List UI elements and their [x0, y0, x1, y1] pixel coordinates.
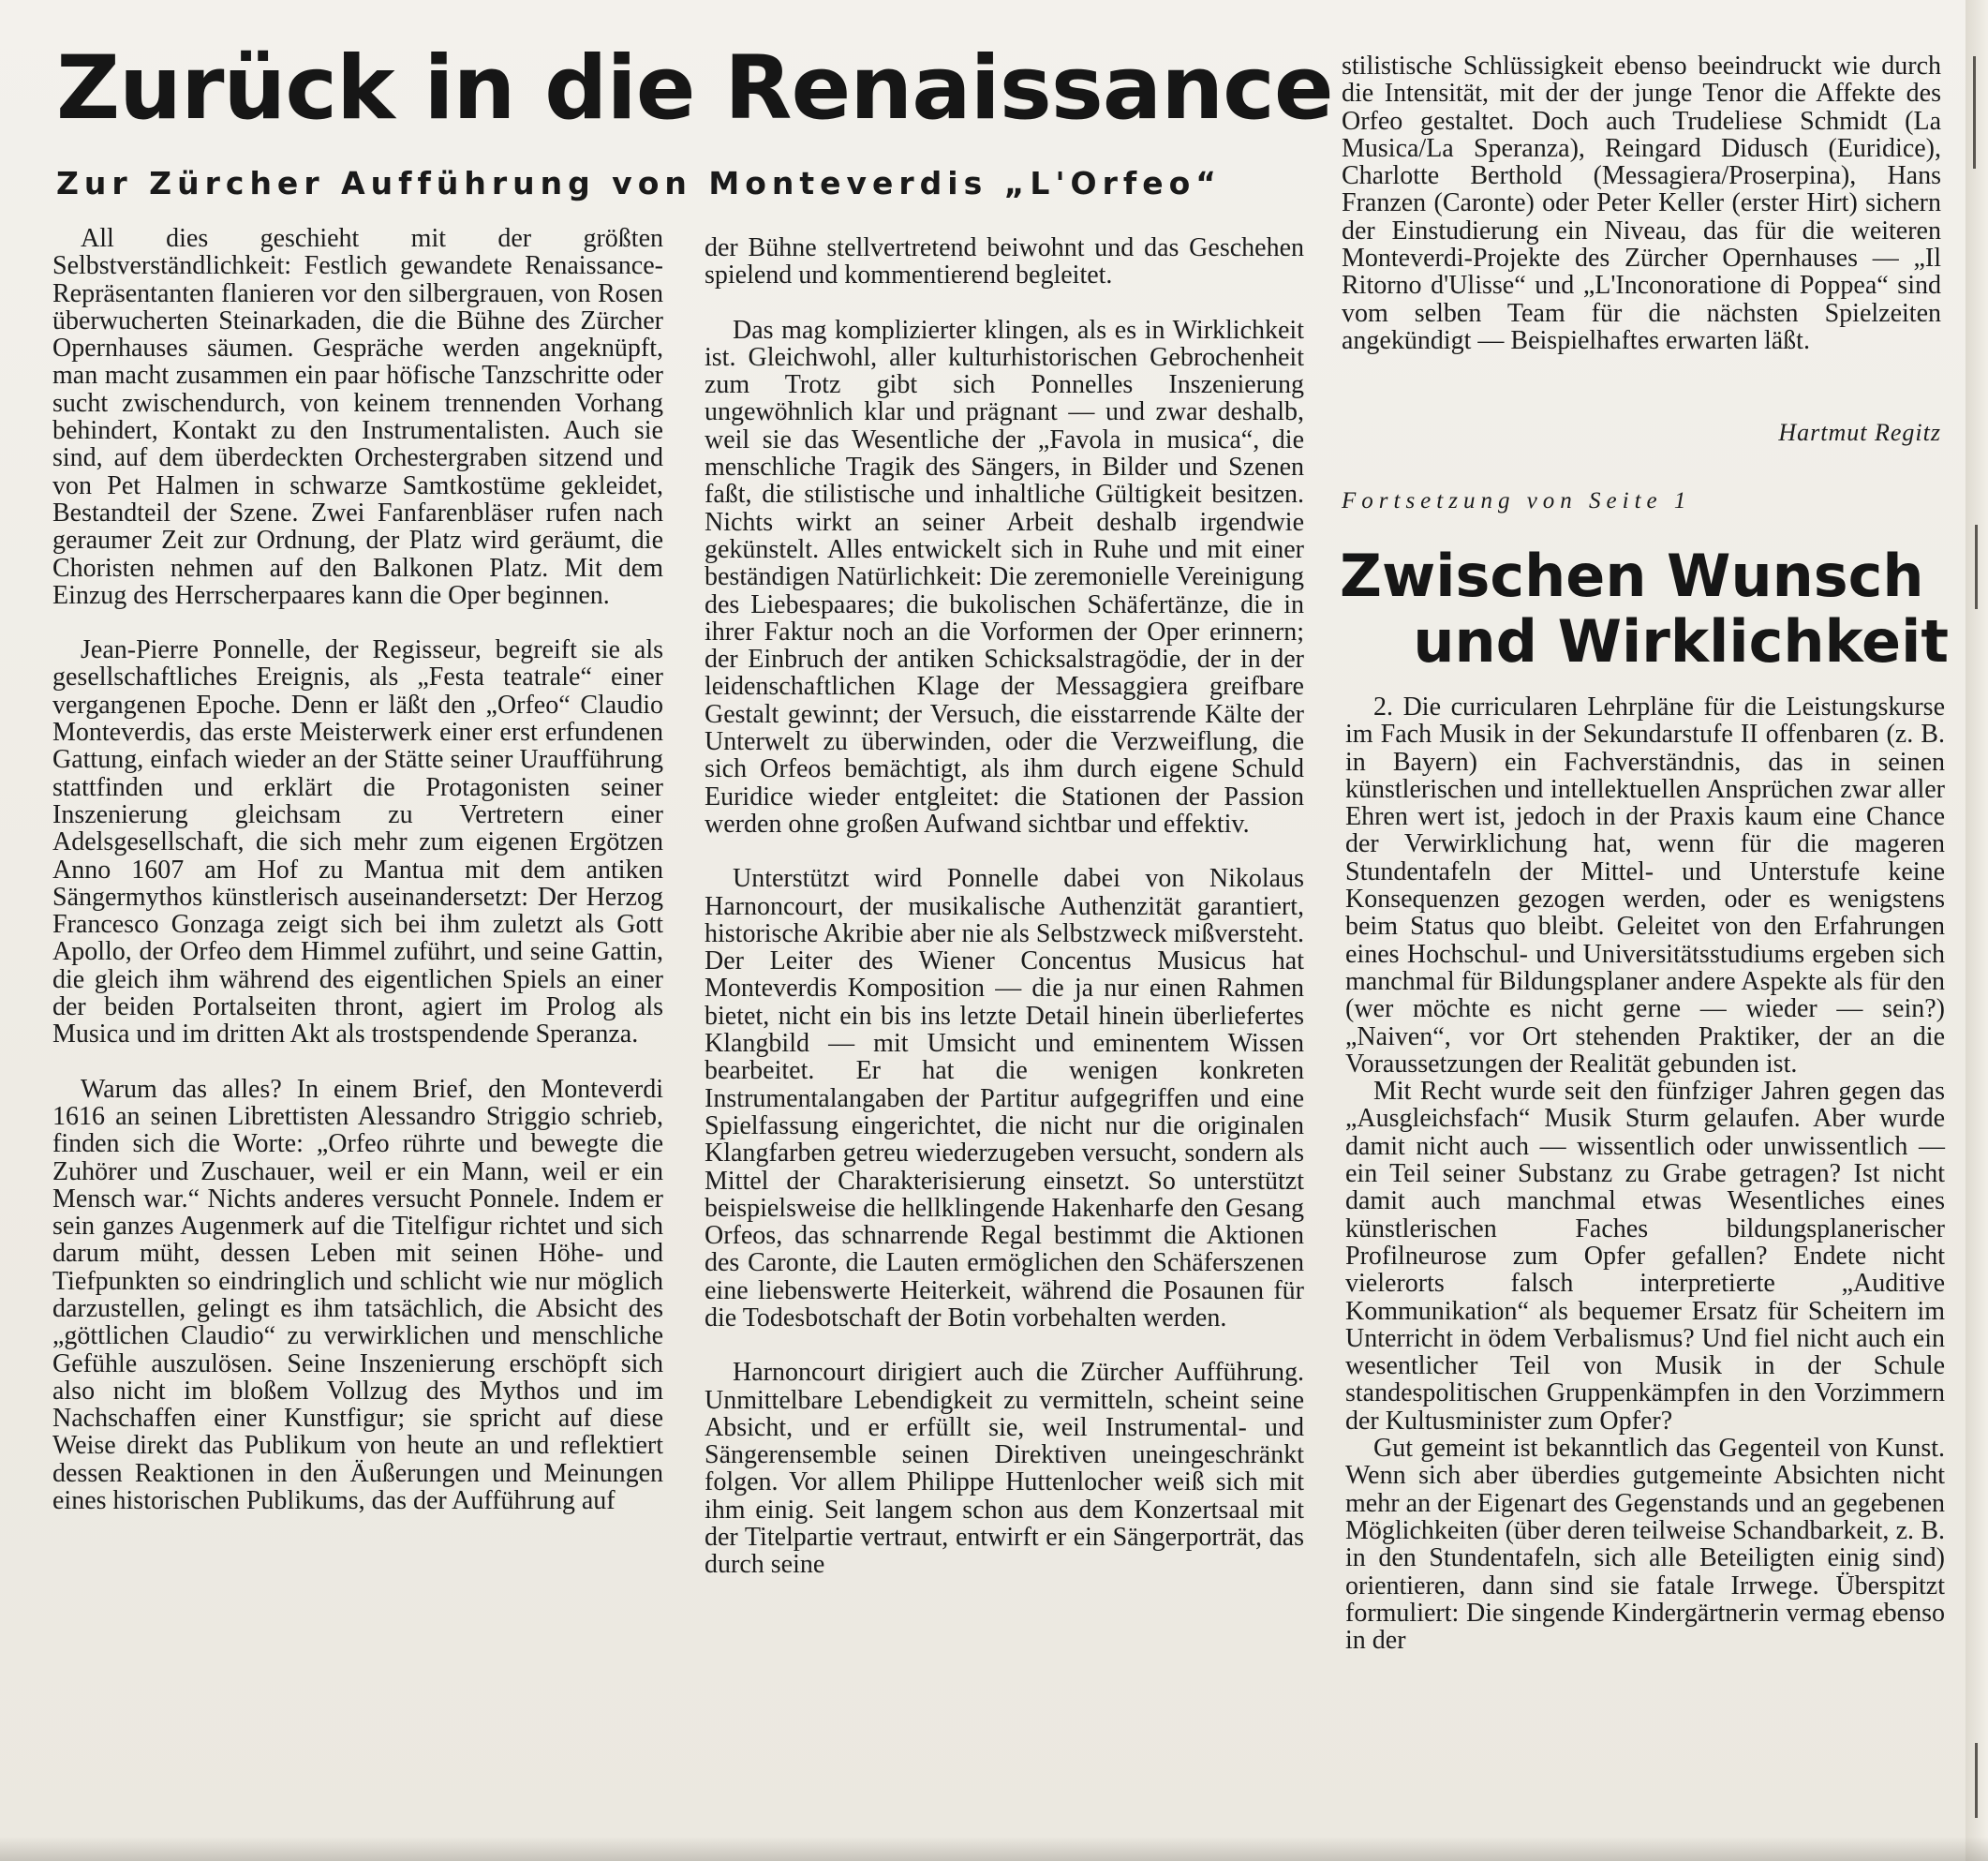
edge-mark — [1973, 56, 1976, 169]
paragraph: Jean-Pierre Ponnelle, der Regisseur, begreift sie als gesellschaftliches Ereignis, als „Festa teatrale“ einer vergangenen Epoche. Denn er läßt den „Orfeo“ Claudio Monteverdis, das erste Meisterwerk einer erst erfundenen Gattung, einfach wieder an der Stätte seiner Uraufführung stattfinden und erklärt die Protagonisten seiner Inszenierung gleichsam zu Vertretern einer Adelsgesellschaft, die sich mehr zum eigenen Ergötzen Anno 1607 am Hof zu Mantua mit dem antiken Sängermythos künstlerisch auseinandersetzt: Der Herzog Francesco Gonzaga zeigt sich bei ihm zuletzt als Gott Apollo, der Orfeo dem Himmel zuführt, und seine Gattin, die gleich ihm während des eigentlichen Spiels an einer der beiden Portalseiten thront, agiert im Prolog als Musica und im dritten Akt als trostspendende Speranza. — [52, 635, 663, 1050]
author-byline: Hartmut Regitz — [1778, 419, 1941, 446]
paragraph: Gut gemeint ist bekanntlich das Gegenteil von Kunst. Wenn sich aber überdies gutgemeinte Absichten nicht mehr an der Eigenart des Gegenstands und an gegebenen Möglichkeiten (über deren teilweise Schandbarkeit, z. B. in den Stundentafeln, sich alle Beteiligten einig sind) orientieren, dann sind sie fatale Irrwege. Überspitzt formuliert: Die singende Kindergärtnerin vermag ebenso in der — [1345, 1434, 1945, 1656]
edge-mark — [1975, 1743, 1978, 1818]
paragraph: Warum das alles? In einem Brief, den Monteverdi 1616 an seinen Librettisten Alessandro Striggio schrieb, finden sich die Worte: „Orfeo rührte und bewegte die Zuhörer und Zuschauer, weil er ein Mann, weil er ein Mensch war.“ Nichts anderes versucht Ponnele. Indem er sein ganzes Augenmerk auf die Titelfigur richtet und sich darum müht, dessen Leben mit seinen Höhe- und Tiefpunkten so eindringlich und schlicht wie nur möglich darzustellen, gelingt es ihm tatsächlich, die Absicht des „göttlichen Claudio“ zu verwirklichen und menschliche Gefühle auszulösen. Seine Inszenierung erschöpft sich also nicht im bloßem Vollzug des Mythos und im Nachschaffen einer Kunstfigur; sie spricht auf diese Weise direkt das Publikum von heute an und reflektiert dessen Reaktionen in den Äußerungen und Meinungen eines historischen Publikums, das der Aufführung auf — [52, 1074, 663, 1516]
edge-mark — [1975, 525, 1978, 609]
paragraph: Harnoncourt dirigiert auch die Zürcher Aufführung. Unmittelbare Lebendigkeit zu vermitteln, scheint seine Absicht, und er erfüllt sie, weil Instrumental- und Sängerensemble seinen Direktiven uneingeschränkt folgen. Vor allem Philippe Huttenlocher weiß sich mit ihm einig. Seit langem schon aus dem Konzertsaal mit der Titelpartie vertraut, entwirft er ein Sängerporträt, das durch seine — [705, 1358, 1304, 1580]
headline-line-2: und Wirklichkeit — [1413, 607, 1949, 676]
paragraph: Das mag komplizierter klingen, als es in Wirklichkeit ist. Gleichwohl, aller kulturhistorischen Gebrochenheit zum Trotz gibt sich Ponnelles Inszenierung ungewöhnlich klar und prägnant — und zwar deshalb, weil sie das Wesentliche der „Favola in musica“, die menschliche Tragik des Sängers, in Bilder und Szenen faßt, die stilistische und inhaltliche Gültigkeit besitzen. Nichts wirkt an seiner Arbeit deshalb irgendwie gekünstelt. Alles entwickelt sich in Ruhe und mit einer beständigen Natürlichkeit: Die zeremonielle Vereinigung des Liebespaares; die bukolischen Schäfertänze, die in ihrer Faktur noch an die Vorformen der Oper erinnern; der Einbruch der antiken Schicksalstragödie, der in der leidenschaftlichen Klage der Messaggiera greifbare Gestalt gewinnt; der Versuch, die eisstarrende Kälte der Unterwelt zu überwinden, oder die Verzweiflung, die sich Orfeos bemächtigt, als ihm durch eigene Schuld Euridice wieder entgleitet: die Stationen der Passion werden ohne großen Aufwand sichtbar und effektiv. — [705, 315, 1304, 839]
paragraph: der Bühne stellvertretend beiwohnt und das Geschehen spielend und kommentierend begleitet. — [705, 233, 1304, 290]
page-bottom-shadow — [0, 1837, 1988, 1861]
headline-line-1: Zwischen Wunsch — [1340, 542, 1924, 610]
paragraph: Mit Recht wurde seit den fünfziger Jahren gegen das „Ausgleichsfach“ Musik Sturm gelaufen. Aber wurde damit nicht auch — wissentlich oder unwissentlich — ein Teil seiner Substanz zu Grabe getragen? Ist nicht damit auch manchmal etwas Wesentliches eines künstlerischen Faches bildungsplanerischer Profilneurose zum Opfer gefallen? Endete nicht vielerorts falsch interpretierte „Auditive Kommunikation“ als bequemer Ersatz für Scheitern im Unterricht in ödem Verbalismus? Und fiel nicht auch ein wesentlicher Teil von Musik in der Schule standespolitischen Gruppenkämpfen in den Vorzimmern der Kultusminister zum Opfer? — [1345, 1077, 1945, 1436]
article-column-2 — [705, 234, 1304, 1606]
page-edge — [1966, 0, 1988, 1861]
second-article-body — [1345, 693, 1945, 1654]
second-article-headline — [1340, 543, 1949, 675]
article-column-1 — [52, 225, 663, 1541]
paragraph: All dies geschieht mit der größten Selbstverständlichkeit: Festlich gewandete Renaissance-Repräsentanten flanieren vor den silbergrauen, von Rosen überwucherten Steinarkaden, die die Bühne des Zürcher Opernhauses säumen. Gespräche werden angeknüpft, man macht zusammen ein paar höfische Tanzschritte oder sucht zwischendurch, von keinem trennenden Vorhang behindert, Kontakt zu den Instrumentalisten. Auch sie sind, auf dem überdeckten Orchestergraben sitzend und von Pet Halmen in schwarze Samtkostüme gekleidet, Bestandteil der Szene. Zwei Fanfarenbläser rufen nach geraumer Zeit zur Ordnung, der Platz wird geräumt, die Choristen nehmen auf den Balkonen Platz. Mit dem Einzug des Herrscherpaares kann die Oper beginnen. — [52, 224, 663, 610]
paragraph: stilistische Schlüssigkeit ebenso beeindruckt wie durch die Intensität, mit der der junge Tenor die Affekte des Orfeo gestaltet. Doch auch Trudeliese Schmidt (La Musica/La Speranza), Reingard Didusch (Euridice), Charlotte Berthold (Messagiera/Proserpina), Hans Franzen (Caronte) oder Peter Keller (erster Hirt) sichern der Einstudierung ein Niveau, das für die weiteren Monteverdi-Projekte des Zürcher Opernhauses — „Il Ritorno d'Ulisse“ und „L'Inconoratione di Poppea“ sind vom selben Team für die nächsten Spielzeiten angekündigt — Beispielhaftes erwarten läßt. — [1342, 52, 1941, 355]
paragraph: Unterstützt wird Ponnelle dabei von Nikolaus Harnoncourt, der musikalische Authenzität garantiert, historische Akribie aber nie als Selbstzweck mißversteht. Der Leiter des Wiener Concentus Musicus hat Monteverdis Komposition — die ja nur einen Rahmen bietet, nicht ein bis ins letzte Detail hinein überliefertes Klangbild — mit Umsicht und eminentem Wissen bearbeitet. Er hat die wenigen konkreten Instrumentalangaben der Partitur aufgegriffen und eine Spielfassung eingerichtet, die nicht nur die originalen Klangfarben getreu wiederzugeben versucht, sondern als Mittel der Charakterisierung einsetzt. So unterstützt beispielsweise die hellklingende Hakenharfe den Gesang Orfeos, das schnarrende Regal bestimmt die Aktionen des Caronte, die Lauten ermöglichen den Schäferszenen eine liebenswerte Heiterkeit, während die Posaunen für die Todesbotschaft der Botin vorbehalten werden. — [705, 864, 1304, 1332]
article-headline: Zurück in die Renaissance — [56, 37, 1333, 140]
paragraph: 2. Die curricularen Lehrpläne für die Leistungskurse im Fach Musik in der Sekundarstufe II offenbaren (z. B. in Bayern) ein Fachverständnis, das in seinen künstlerischen und intellektuellen Ansprüchen zwar aller Ehren wert ist, jedoch in der Praxis kaum eine Chance der Verwirklichung hat, wenn für die mageren Stundentafeln der Mittel- und Unterstufe keine Konsequenzen gezogen werden, oder es wenigstens beim Status quo bleibt. Geleitet von den Erfahrungen eines Hochschul- und Universitätsstudiums ergeben sich manchmal für Bildungsplaner andere Aspekte als für den (wer möchte es nicht gerne — wieder — sein?) „Naiven“, vor Ort stehenden Praktiker, der an die Voraussetzungen der Realität gebunden ist. — [1345, 692, 1945, 1079]
continuation-note: Fortsetzung von Seite 1 — [1342, 488, 1692, 514]
article-subheadline: Zur Zürcher Aufführung von Monteverdis „L'Orfeo“ — [56, 165, 1222, 201]
article-column-3 — [1342, 52, 1941, 354]
